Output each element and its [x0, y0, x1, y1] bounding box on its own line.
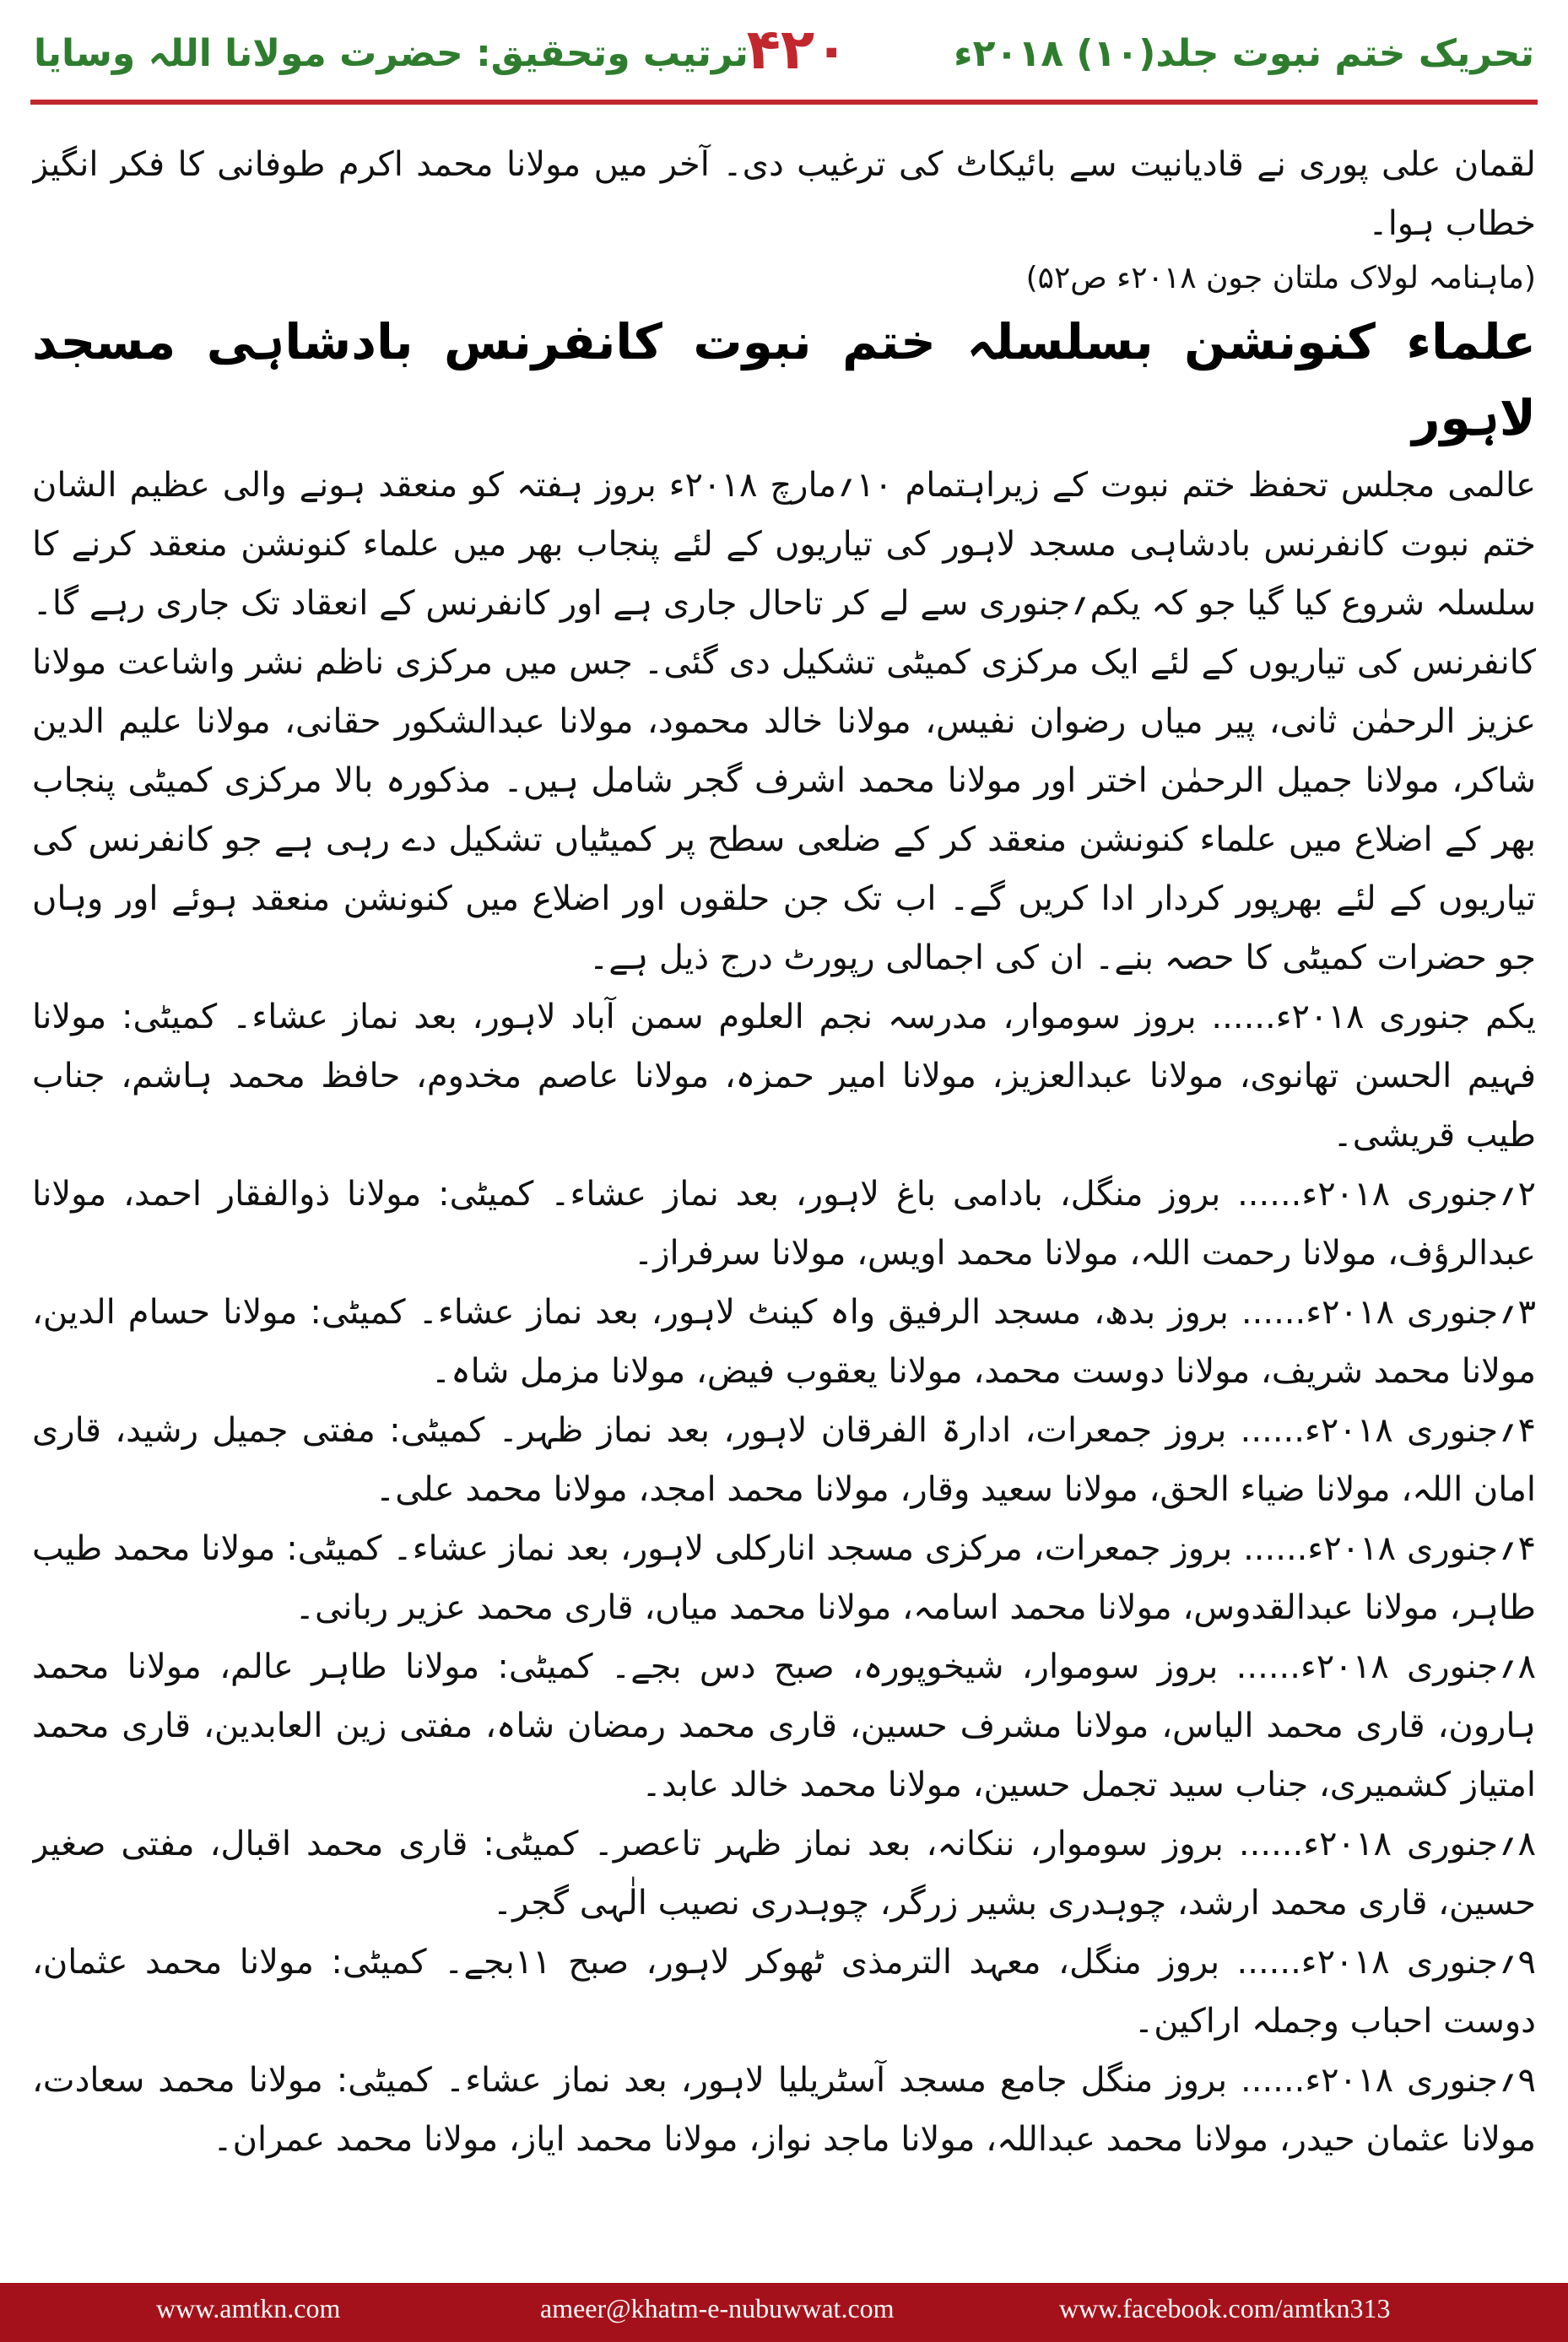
footer-email-link[interactable]: ameer@khatm-e-nubuwwat.com [540, 2293, 895, 2323]
footer-website-link[interactable]: www.amtkn.com [156, 2293, 341, 2323]
paragraph-1: عالمی مجلس تحفظ ختم نبوت کے زیراہتمام ۱۰؍مارچ ۲۰۱۸ء بروز ہفتہ کو منعقد ہونے والی عظیم الشان ختم نبوت کانفرنس بادشاہی مسجد لاہور کی تیاریوں کے لئے پنجاب بھر میں علماء کنونشن منعقد کرنے کا سلسلہ شروع کیا گیا جو کہ یکم؍جنوری سے لے کر تاحال جاری ہے اور کانفرنس کے انعقاد تک جاری رہے گا۔ [32, 466, 1536, 623]
entry-7: ۸؍جنوری ۲۰۱۸ء...... بروز سوموار، ننکانہ، بعد نماز ظہر تاعصر۔ کمیٹی: قاری محمد اقبال، مفتی صغیر حسین، قاری محمد ارشد، چوہدری بشیر زرگر، چوہدری نصیب الٰہی گجر۔ [32, 1825, 1536, 1923]
entry-6: ۸؍جنوری ۲۰۱۸ء...... بروز سوموار، شیخوپورہ، صبح دس بجے۔ کمیٹی: مولانا طاہر عالم، مولانا محمد ہارون، قاری محمد الیاس، مولانا مشرف حسین، قاری محمد رمضان شاہ، مفتی زین العابدین، قاری محمد امتیاز کشمیری، جناب سید تجمل حسین، مولانا محمد خالد عابد۔ [32, 1647, 1536, 1804]
header-book-title: تحریک ختم نبوت جلد(۱۰) ۲۰۱۸ء [954, 32, 1534, 75]
entry-1: یکم جنوری ۲۰۱۸ء...... بروز سوموار، مدرسہ نجم العلوم سمن آباد لاہور، بعد نماز عشاء۔ کمیٹی: مولانا فہیم الحسن تھانوی، مولانا عبدالعزیز، مولانا امیر حمزہ، مولانا عاصم مخدوم، حافظ محمد ہاشم، جناب طیب قریشی۔ [32, 998, 1536, 1155]
page-header [0, 0, 1568, 127]
entry-3: ۳؍جنوری ۲۰۱۸ء...... بروز بدھ، مسجد الرفیق واہ کینٹ لاہور، بعد نماز عشاء۔ کمیٹی: مولانا حسام الدین، مولانا محمد شریف، مولانا دوست محمد، مولانا یعقوب فیض، مولانا مزمل شاہ۔ [32, 1293, 1536, 1391]
section-heading: علماء کنونشن بسلسلہ ختم نبوت کانفرنس بادشاہی مسجد لاہور [32, 313, 1536, 446]
entry-5: ۴؍جنوری ۲۰۱۸ء...... بروز جمعرات، مرکزی مسجد انارکلی لاہور، بعد نماز عشاء۔ کمیٹی: مولانا محمد طیب طاہر، مولانا عبدالقدوس، مولانا محمد اسامہ، مولانا محمد میاں، قاری محمد عزیر ربانی۔ [32, 1529, 1536, 1627]
footer-facebook-link[interactable]: www.facebook.com/amtkn313 [1059, 2293, 1391, 2323]
source-reference: (ماہنامہ لولاک ملتان جون ۲۰۱۸ء ص۵۲) [1025, 261, 1536, 295]
page-body [32, 135, 1536, 2245]
paragraph-intro: لقمان علی پوری نے قادیانیت سے بائیکاٹ کی ترغیب دی۔ آخر میں مولانا محمد اکرم طوفانی کا فکر انگیز خطاب ہوا۔ [32, 145, 1536, 243]
page-number: ۴۲۰ [746, 17, 849, 82]
paragraph-2: کانفرنس کی تیاریوں کے لئے ایک مرکزی کمیٹی تشکیل دی گئی۔ جس میں مرکزی ناظم نشر واشاعت مولانا عزیز الرحمٰن ثانی، پیر میاں رضوان نفیس، مولانا خالد محمود، مولانا عبدالشکور حقانی، مولانا علیم الدین شاکر، مولانا جمیل الرحمٰن اختر اور مولانا محمد اشرف گجر شامل ہیں۔ مذکورہ بالا مرکزی کمیٹی پنجاب بھر کے اضلاع میں علماء کنونشن منعقد کر کے ضلعی سطح پر کمیٹیاں تشکیل دے رہی ہے جو کانفرنس کی تیاریوں کے لئے بھرپور کردار ادا کریں گے۔ اب تک جن حلقوں اور اضلاع میں کنونشن منعقد ہوئے اور وہاں جو حضرات کمیٹی کا حصہ بنے۔ ان کی اجمالی رپورٹ درج ذیل ہے۔ [32, 643, 1536, 977]
header-rule [30, 100, 1538, 105]
page-footer [0, 2283, 1568, 2342]
entry-4: ۴؍جنوری ۲۰۱۸ء...... بروز جمعرات، ادارۃ الفرقان لاہور، بعد نماز ظہر۔ کمیٹی: مفتی جمیل رشید، قاری امان اللہ، مولانا ضیاء الحق، مولانا سعید وقار، مولانا محمد امجد، مولانا محمد علی۔ [32, 1411, 1536, 1509]
entry-2: ۲؍جنوری ۲۰۱۸ء...... بروز منگل، بادامی باغ لاہور، بعد نماز عشاء۔ کمیٹی: مولانا ذوالفقار احمد، مولانا عبدالرؤف، مولانا رحمت اللہ، مولانا محمد اویس، مولانا سرفراز۔ [32, 1175, 1536, 1273]
entry-9: ۹؍جنوری ۲۰۱۸ء...... بروز منگل جامع مسجد آسٹریلیا لاہور، بعد نماز عشاء۔ کمیٹی: مولانا محمد سعادت، مولانا عثمان حیدر، مولانا محمد عبداللہ، مولانا ماجد نواز، مولانا محمد ایاز، مولانا محمد عمران۔ [32, 2061, 1536, 2159]
header-editor-credit: ترتیب وتحقیق: حضرت مولانا اللہ وسایا [34, 32, 749, 75]
entry-8: ۹؍جنوری ۲۰۱۸ء...... بروز منگل، معہد الترمذی ٹھوکر لاہور، صبح ۱۱بجے۔ کمیٹی: مولانا محمد عثمان، دوست احباب وجملہ اراکین۔ [32, 1943, 1536, 2041]
